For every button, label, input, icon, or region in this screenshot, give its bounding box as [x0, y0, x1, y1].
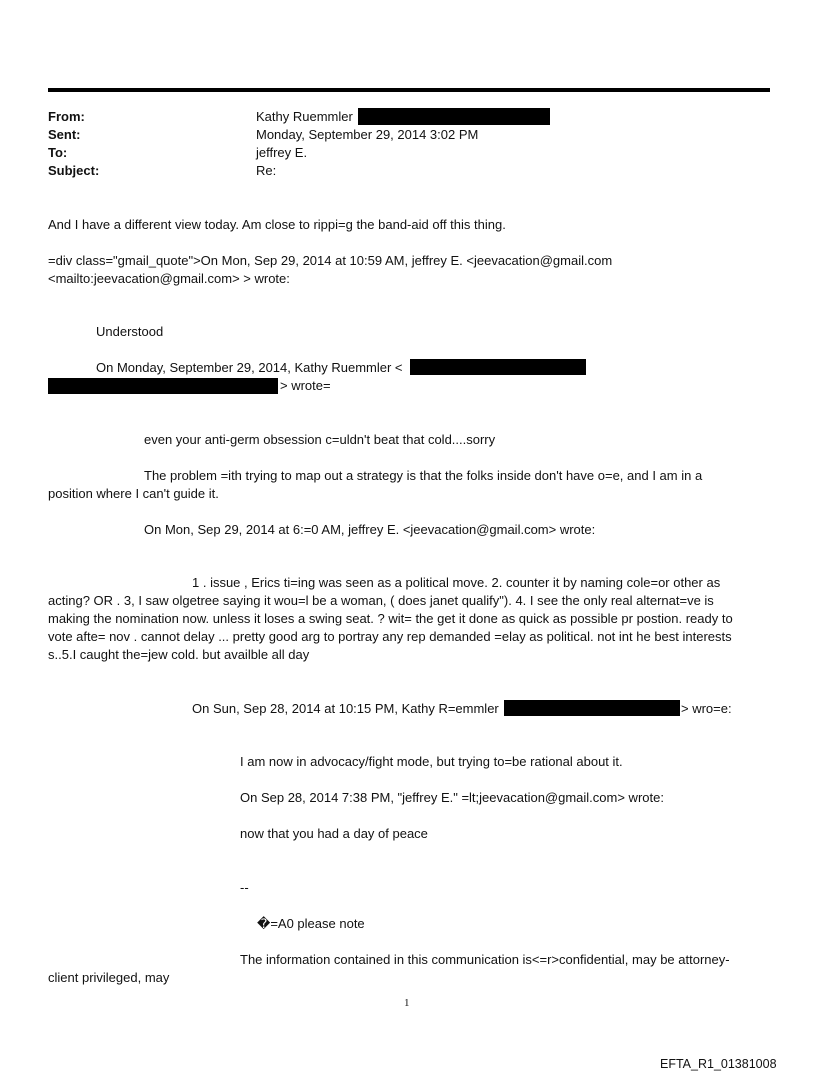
redaction-quote2-a: [410, 359, 586, 375]
document-id: EFTA_R1_01381008: [660, 1057, 777, 1071]
list-line-1: 1 . issue , Erics ti=ing was seen as a political move. 2. counter it by naming cole=or other as: [192, 575, 721, 590]
problem-line-1: The problem =ith trying to map out a strategy is that the folks inside don't have o=e, and I am in a: [144, 468, 703, 483]
quote-2-prefix: On Monday, September 29, 2014, Kathy Ruemmler <: [96, 360, 403, 375]
body-line-1: And I have a different view today. Am close to rippi=g the band-aid off this thing.: [48, 217, 506, 232]
to-value: jeffrey E.: [256, 145, 308, 160]
from-label: From:: [48, 109, 85, 124]
problem-line-2: position where I can't guide it.: [48, 486, 219, 501]
redaction-quote4: [504, 700, 680, 716]
advocacy-text: I am now in advocacy/fight mode, but trying to=be rational about it.: [240, 754, 623, 769]
subject-value: Re:: [256, 163, 277, 178]
quote-1-line-1: =div class="gmail_quote">On Mon, Sep 29, 2014 at 10:59 AM, jeffrey E. <jeevacation@gmail.com: [48, 253, 613, 268]
quote-5: On Sep 28, 2014 7:38 PM, "jeffrey E." =lt;jeevacation@gmail.com> wrote:: [240, 790, 664, 805]
sent-value: Monday, September 29, 2014 3:02 PM: [256, 127, 479, 142]
subject-label: Subject:: [48, 163, 100, 178]
quote-3: On Mon, Sep 29, 2014 at 6:=0 AM, jeffrey E. <jeevacation@gmail.com> wrote:: [144, 522, 596, 537]
info-line-1: The information contained in this communication is<=r>confidential, may be attorney-: [240, 952, 730, 967]
page-number: 1: [404, 997, 410, 1009]
redaction-quote2-b: [48, 378, 278, 394]
please-note: �=A0 please note: [257, 916, 365, 931]
info-line-2: client privileged, may: [48, 970, 170, 985]
understood-text: Understood: [96, 324, 164, 339]
list-line-3: making the nomination now. unless it loses a swing seat. ? wit= the get it done as quick as possible pr postion. ready to: [48, 611, 733, 626]
from-value: Kathy Ruemmler: [256, 109, 353, 124]
signature-dashes: --: [240, 880, 249, 895]
sent-label: Sent:: [48, 127, 81, 142]
header-rule: [48, 88, 770, 92]
germ-text: even your anti-germ obsession c=uldn't beat that cold....sorry: [144, 432, 496, 447]
list-line-5: s..5.I caught the=jew cold. but availble all day: [48, 647, 310, 662]
quote-4-prefix: On Sun, Sep 28, 2014 at 10:15 PM, Kathy R=emmler: [192, 701, 499, 716]
quote-4-suffix: > wro=e:: [681, 701, 732, 716]
redaction-from-email: [358, 108, 550, 125]
list-line-4: vote afte= nov . cannot delay ... pretty good arg to portray any rep demanded =elay as political. not int he best interests: [48, 629, 732, 644]
quote-1-line-2: <mailto:jeevacation@gmail.com> > wrote:: [48, 271, 290, 286]
list-line-2: acting? OR . 3, I saw olgetree saying it wou=l be a woman, ( does janet qualify"). 4. I see the only real alternat=ve is: [48, 593, 714, 608]
to-label: To:: [48, 145, 68, 160]
peace-text: now that you had a day of peace: [240, 826, 428, 841]
quote-2-suffix: > wrote=: [280, 378, 331, 393]
